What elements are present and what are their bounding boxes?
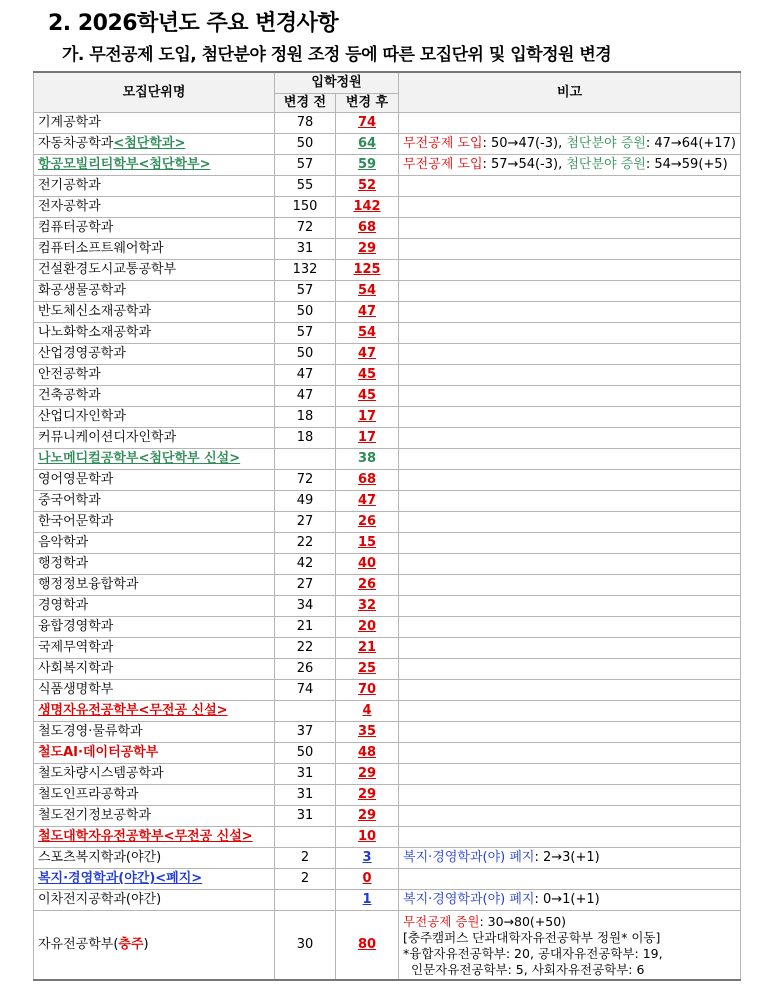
quota-after: 32 [336, 596, 399, 617]
quota-after: 47 [336, 491, 399, 512]
note [399, 869, 741, 890]
unit-name: 이차전지공학과(야간) [34, 890, 275, 911]
note [399, 827, 741, 848]
unit-name: 철도대학자유전공학부<무전공 신설> [34, 827, 275, 848]
quota-after: 54 [336, 323, 399, 344]
note [399, 239, 741, 260]
unit-name: 기계공학과 [34, 113, 275, 134]
table-row [34, 155, 741, 176]
table-row [34, 302, 741, 323]
note [399, 323, 741, 344]
unit-name: 행정정보융합학과 [34, 575, 275, 596]
note [399, 722, 741, 743]
unit-name: 전기공학과 [34, 176, 275, 197]
header-unit: 모집단위명 [34, 72, 275, 113]
quota-after: 10 [336, 827, 399, 848]
unit-name: 중국어학과 [34, 491, 275, 512]
quota-after: 3 [336, 848, 399, 869]
unit-name: 컴퓨터소프트웨어학과 [34, 239, 275, 260]
quota-after: 17 [336, 428, 399, 449]
quota-after: 59 [336, 155, 399, 176]
note [399, 407, 741, 428]
table-row [34, 533, 741, 554]
note: 무전공제 도입: 57→54(-3), 첨단분야 증원: 54→59(+5) [399, 155, 741, 176]
note [399, 638, 741, 659]
quota-before: 27 [275, 575, 336, 596]
quota-before: 50 [275, 302, 336, 323]
quota-before: 47 [275, 386, 336, 407]
quota-after: 38 [336, 449, 399, 470]
note [399, 281, 741, 302]
note [399, 176, 741, 197]
unit-name: 화공생물공학과 [34, 281, 275, 302]
quota-after: 26 [336, 512, 399, 533]
table-row [34, 239, 741, 260]
note [399, 470, 741, 491]
table-row [34, 869, 741, 890]
quota-after: 17 [336, 407, 399, 428]
quota-before: 31 [275, 764, 336, 785]
unit-name: 자동차공학과<첨단학과> [34, 134, 275, 155]
quota-after: 45 [336, 386, 399, 407]
quota-after: 15 [336, 533, 399, 554]
quota-after: 64 [336, 134, 399, 155]
table-row [34, 722, 741, 743]
unit-name: 복지·경영학과(야간)<폐지> [34, 869, 275, 890]
table-row [34, 197, 741, 218]
note [399, 554, 741, 575]
table-row [34, 407, 741, 428]
quota-after: 29 [336, 785, 399, 806]
unit-name: 사회복지학과 [34, 659, 275, 680]
table-row [34, 785, 741, 806]
note [399, 449, 741, 470]
unit-name: 전자공학과 [34, 197, 275, 218]
quota-before: 49 [275, 491, 336, 512]
table-row [34, 701, 741, 722]
header-after: 변경 후 [336, 94, 399, 113]
quota-after: 142 [336, 197, 399, 218]
table-row [34, 617, 741, 638]
table-row [34, 218, 741, 239]
quota-before: 50 [275, 134, 336, 155]
quota-before: 27 [275, 512, 336, 533]
unit-name: 경영학과 [34, 596, 275, 617]
unit-name: 건설환경도시교통공학부 [34, 260, 275, 281]
unit-name: 철도차량시스템공학과 [34, 764, 275, 785]
quota-after: 74 [336, 113, 399, 134]
quota-after: 52 [336, 176, 399, 197]
quota-after: 48 [336, 743, 399, 764]
header-before: 변경 전 [275, 94, 336, 113]
table-row [34, 512, 741, 533]
note: 무전공제 도입: 50→47(-3), 첨단분야 증원: 47→64(+17) [399, 134, 741, 155]
quota-before: 55 [275, 176, 336, 197]
unit-name: 나노메디컬공학부<첨단학부 신설> [34, 449, 275, 470]
note [399, 344, 741, 365]
note [399, 617, 741, 638]
quota-after: 26 [336, 575, 399, 596]
table-row [34, 596, 741, 617]
table-row [34, 848, 741, 869]
quota-before: 31 [275, 806, 336, 827]
quota-after: 29 [336, 764, 399, 785]
quota-before: 72 [275, 470, 336, 491]
unit-name: 산업경영공학과 [34, 344, 275, 365]
quota-before: 57 [275, 281, 336, 302]
unit-name: 식품생명학부 [34, 680, 275, 701]
table-row [34, 428, 741, 449]
table-row [34, 806, 741, 827]
note [399, 785, 741, 806]
quota-after: 68 [336, 470, 399, 491]
quota-after: 0 [336, 869, 399, 890]
quota-after: 4 [336, 701, 399, 722]
unit-name: 철도전기정보공학과 [34, 806, 275, 827]
table-row [34, 491, 741, 512]
quota-before: 132 [275, 260, 336, 281]
table-row [34, 764, 741, 785]
note [399, 764, 741, 785]
note [399, 302, 741, 323]
table-row [34, 323, 741, 344]
quota-before: 31 [275, 785, 336, 806]
unit-name: 스포츠복지학과(야간) [34, 848, 275, 869]
unit-name: 생명자유전공학부<무전공 신설> [34, 701, 275, 722]
note [399, 512, 741, 533]
quota-after: 125 [336, 260, 399, 281]
unit-name: 행정학과 [34, 554, 275, 575]
unit-name: 영어영문학과 [34, 470, 275, 491]
quota-after: 1 [336, 890, 399, 911]
quota-before: 47 [275, 365, 336, 386]
unit-name: 안전공학과 [34, 365, 275, 386]
quota-before: 150 [275, 197, 336, 218]
quota-before [275, 449, 336, 470]
header-quota: 입학정원 [275, 72, 399, 94]
unit-name: 건축공학과 [34, 386, 275, 407]
unit-name: 국제무역학과 [34, 638, 275, 659]
table-row [34, 281, 741, 302]
quota-after: 47 [336, 302, 399, 323]
note [399, 575, 741, 596]
note [399, 491, 741, 512]
note [399, 743, 741, 764]
quota-before: 74 [275, 680, 336, 701]
table-row [34, 113, 741, 134]
quota-before: 18 [275, 428, 336, 449]
quota-after: 35 [336, 722, 399, 743]
quota-after: 40 [336, 554, 399, 575]
table-row [34, 365, 741, 386]
quota-before: 72 [275, 218, 336, 239]
quota-before: 50 [275, 344, 336, 365]
quota-after: 70 [336, 680, 399, 701]
unit-name: 항공모빌리티학부<첨단학부> [34, 155, 275, 176]
unit-name: 반도체신소재공학과 [34, 302, 275, 323]
table-row [34, 911, 741, 981]
table-row [34, 890, 741, 911]
header-note: 비고 [399, 72, 741, 113]
unit-name: 자유전공학부(충주) [34, 911, 275, 981]
unit-name: 철도AI·데이터공학부 [34, 743, 275, 764]
unit-name: 나노화학소재공학과 [34, 323, 275, 344]
quota-before: 22 [275, 638, 336, 659]
unit-name: 철도경영·물류학과 [34, 722, 275, 743]
note [399, 197, 741, 218]
note [399, 701, 741, 722]
quota-after: 20 [336, 617, 399, 638]
table-row [34, 176, 741, 197]
note [399, 680, 741, 701]
table-row [34, 659, 741, 680]
quota-before [275, 701, 336, 722]
quota-before: 34 [275, 596, 336, 617]
note [399, 113, 741, 134]
quota-after: 25 [336, 659, 399, 680]
quota-after: 80 [336, 911, 399, 981]
unit-name: 커뮤니케이션디자인학과 [34, 428, 275, 449]
note [399, 533, 741, 554]
table-row [34, 344, 741, 365]
table-row [34, 449, 741, 470]
table-row [34, 260, 741, 281]
table-row [34, 680, 741, 701]
quota-before: 37 [275, 722, 336, 743]
quota-before: 2 [275, 848, 336, 869]
unit-name: 융합경영학과 [34, 617, 275, 638]
table-row [34, 638, 741, 659]
quota-after: 29 [336, 239, 399, 260]
table-row [34, 554, 741, 575]
table-row [34, 386, 741, 407]
quota-before: 26 [275, 659, 336, 680]
quota-before: 22 [275, 533, 336, 554]
quota-after: 47 [336, 344, 399, 365]
table-row [34, 743, 741, 764]
table-row [34, 134, 741, 155]
note [399, 218, 741, 239]
unit-name: 산업디자인학과 [34, 407, 275, 428]
note: 무전공제 증원: 30→80(+50) [충주캠퍼스 단과대학자유전공학부 정원* 이동] *융합자유전공학부: 20, 공대자유전공학부: 19, 인문자유전공학부: 5, 사회자유전공학부: 6 [399, 911, 741, 981]
quota-before: 31 [275, 239, 336, 260]
quota-before: 50 [275, 743, 336, 764]
quota-after: 29 [336, 806, 399, 827]
table-row [34, 575, 741, 596]
note [399, 659, 741, 680]
note [399, 428, 741, 449]
quota-before: 78 [275, 113, 336, 134]
quota-before: 2 [275, 869, 336, 890]
section-title: 2. 2026학년도 주요 변경사항 [48, 11, 339, 36]
unit-name: 철도인프라공학과 [34, 785, 275, 806]
unit-name: 음악학과 [34, 533, 275, 554]
quota-before: 18 [275, 407, 336, 428]
note [399, 596, 741, 617]
note [399, 260, 741, 281]
table-row [34, 470, 741, 491]
note [399, 386, 741, 407]
quota-before [275, 827, 336, 848]
note [399, 806, 741, 827]
unit-name: 컴퓨터공학과 [34, 218, 275, 239]
quota-before: 42 [275, 554, 336, 575]
note: 복지·경영학과(야) 폐지: 0→1(+1) [399, 890, 741, 911]
quota-before: 57 [275, 323, 336, 344]
quota-after: 21 [336, 638, 399, 659]
quota-after: 54 [336, 281, 399, 302]
quota-after: 45 [336, 365, 399, 386]
quota-after: 68 [336, 218, 399, 239]
quota-table [33, 71, 741, 981]
quota-before: 57 [275, 155, 336, 176]
section-subtitle: 가. 무전공제 도입, 첨단분야 정원 조정 등에 따른 모집단위 및 입학정원 변경 [62, 45, 612, 65]
note: 복지·경영학과(야) 폐지: 2→3(+1) [399, 848, 741, 869]
note [399, 365, 741, 386]
quota-before: 21 [275, 617, 336, 638]
quota-before [275, 890, 336, 911]
table-row [34, 827, 741, 848]
unit-name: 한국어문학과 [34, 512, 275, 533]
quota-before: 30 [275, 911, 336, 981]
